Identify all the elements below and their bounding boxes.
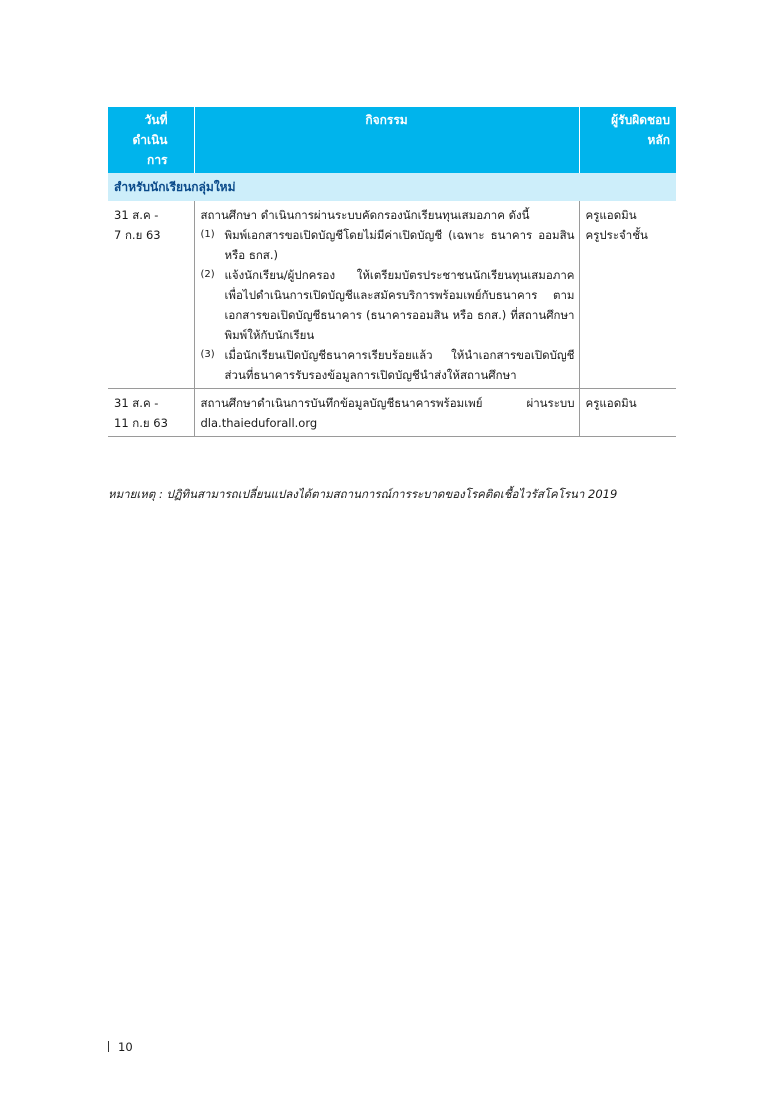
row-activity [194, 389, 579, 437]
step-text: พิมพ์เอกสารขอเปิดบัญชีโดยไม่มีค่าเปิดบัญชี (เฉพาะ ธนาคาร ออมสิน หรือ ธกส.) [224, 228, 575, 262]
row-responsible: ครูแอดมิน ครูประจำชั้น [579, 201, 676, 389]
header-responsible-label: ผู้รับผิดชอบ หลัก [611, 113, 670, 147]
header-responsible [579, 107, 676, 173]
footer-divider [108, 1041, 109, 1052]
table-row [108, 201, 676, 389]
header-date [108, 107, 194, 173]
activity-intro: สถานศึกษา ดำเนินการผ่านระบบคัดกรองนักเรียนทุนเสมอภาค ดังนี้ [200, 208, 530, 222]
page-number: 10 [118, 1040, 133, 1054]
page-footer [108, 1039, 133, 1055]
footnote: หมายเหตุ : ปฏิทินสามารถเปลี่ยนแปลงได้ตามสถานการณ์การระบาดของโรคติดเชื้อไวรัสโคโรนา 2019 [108, 487, 618, 501]
row-responsible: ครูแอดมิน [579, 389, 676, 437]
row-activity [194, 201, 579, 389]
header-activity-label: กิจกรรม [365, 113, 408, 127]
step-item [201, 225, 575, 265]
row-date: 31 ส.ค - 7 ก.ย 63 [108, 201, 194, 389]
header-date-label: วันที่ ดำเนินการ [132, 113, 168, 167]
table-header-row [108, 107, 676, 173]
activity-steps [201, 225, 575, 385]
step-number: (3) [200, 349, 215, 360]
step-text: เมื่อนักเรียนเปิดบัญชีธนาคารเรียบร้อยแล้ว ให้นำเอกสารขอเปิดบัญชีส่วนที่ธนาคารรับรองข้อมูลการเปิดบัญชีนำส่งให้สถานศึกษา [224, 348, 575, 382]
step-number: (2) [200, 269, 215, 280]
section-title: สำหรับนักเรียนกลุ่มใหม่ [108, 173, 676, 201]
step-item [201, 345, 575, 385]
table-row [108, 389, 676, 437]
step-number: (1) [200, 229, 215, 240]
section-row [108, 173, 676, 201]
step-text: แจ้งนักเรียน/ผู้ปกครอง ให้เตรียมบัตรประชาชนนักเรียนทุนเสมอภาค เพื่อไปดำเนินการเปิดบัญชีและสมัครบริการพร้อมเพย์กับธนาคาร ตามเอกสารขอเปิดบัญชีธนาคาร (ธนาคารออมสิน หรือ ธกส.) ที่สถานศึกษาพิมพ์ให้กับนักเรียน [224, 268, 575, 342]
row-date: 31 ส.ค - 11 ก.ย 63 [108, 389, 194, 437]
schedule-table [108, 107, 676, 437]
header-activity [194, 107, 579, 173]
step-item [201, 265, 575, 345]
activity-text: สถานศึกษาดำเนินการบันทึกข้อมูลบัญชีธนาคารพร้อมเพย์ ผ่านระบบ dla.thaieduforall.org [200, 396, 575, 430]
